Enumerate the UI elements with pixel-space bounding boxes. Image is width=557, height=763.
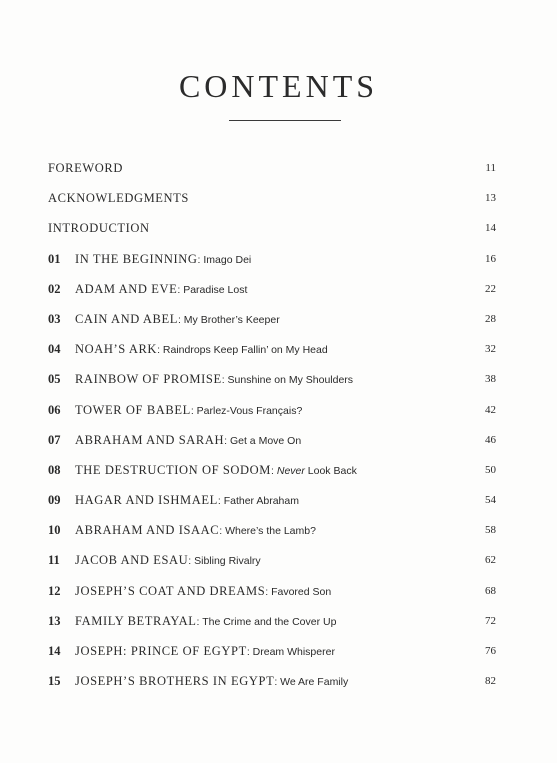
toc-entry-label: ACKNOWLEDGMENTS [48, 191, 189, 206]
toc-entry-introduction[interactable] [48, 217, 496, 247]
chapter-number: 02 [48, 281, 61, 296]
toc-page-number: 38 [485, 373, 496, 386]
toc-page-number: 76 [485, 645, 496, 657]
chapter-number: 14 [48, 644, 61, 658]
chapter-number: 09 [48, 493, 61, 508]
chapter-title: NOAH’S ARK [75, 342, 158, 357]
toc-chapter-entry[interactable]: 04 NOAH’S ARK: Raindrops Keep Fallin’ on My Head 32 [48, 338, 496, 368]
chapter-title: ABRAHAM AND ISAAC [75, 523, 220, 538]
chapter-subtitle: Favored Son [271, 585, 332, 598]
toc-chapter-entry[interactable]: 05 RAINBOW OF PROMISE: Sunshine on My Shoulders 38 [48, 368, 496, 398]
toc-entry-label: FOREWORD [48, 161, 123, 175]
chapter-number: 07 [48, 432, 61, 447]
chapter-title: JACOB AND ESAU [75, 553, 189, 568]
toc-page-number: 62 [485, 554, 496, 567]
chapter-title: CAIN AND ABEL [75, 311, 178, 326]
toc-entry-label: INTRODUCTION [48, 221, 150, 236]
chapter-subtitle: We Are Family [280, 676, 349, 689]
chapter-subtitle: Dream Whisperer [252, 646, 335, 658]
toc-chapter-entry[interactable]: 02 ADAM AND EVE: Paradise Lost 22 [48, 278, 496, 308]
toc-entry-foreword[interactable] [48, 157, 496, 187]
chapter-title: IN THE BEGINNING [75, 251, 198, 266]
toc-chapter-entry[interactable]: 13 FAMILY BETRAYAL: The Crime and the Cover Up 72 [48, 610, 496, 640]
chapter-title: ADAM AND EVE [75, 281, 178, 296]
chapter-title: HAGAR AND ISHMAEL [75, 493, 218, 508]
chapter-number: 01 [48, 251, 61, 266]
page-title: CONTENTS [178, 68, 379, 104]
chapter-subtitle: Sunshine on My Shoulders [227, 374, 354, 387]
chapter-number: 13 [48, 613, 61, 628]
toc-page-number: 13 [485, 192, 496, 205]
toc-chapter-entry[interactable]: 03 CAIN AND ABEL: My Brother’s Keeper 28 [48, 308, 496, 338]
chapter-subtitle: Raindrops Keep Fallin’ on My Head [162, 344, 328, 357]
chapter-number: 05 [48, 372, 61, 387]
chapter-subtitle-italic: Never [276, 464, 305, 477]
chapter-subtitle [277, 465, 357, 477]
toc-chapter-entry[interactable]: 01 IN THE BEGINNING: Imago Dei 16 [48, 248, 496, 278]
chapter-subtitle-rest: Look Back [304, 464, 357, 477]
toc-page-number: 68 [485, 584, 496, 597]
toc-chapter-entry[interactable]: 15 JOSEPH’S BROTHERS IN EGYPT: We Are Family 82 [48, 670, 496, 700]
chapter-title: ABRAHAM AND SARAH [75, 432, 225, 447]
toc-page-number: 82 [485, 675, 496, 688]
chapter-title: JOSEPH’S BROTHERS IN EGYPT [75, 674, 275, 689]
chapter-title: RAINBOW OF PROMISE [75, 372, 222, 387]
toc-page-number: 54 [485, 494, 496, 507]
toc-page-number: 11 [485, 162, 496, 174]
chapter-number: 10 [48, 523, 61, 538]
toc-chapter-entry[interactable]: 09 HAGAR AND ISHMAEL: Father Abraham 54 [48, 489, 496, 519]
chapter-title: JOSEPH: PRINCE OF EGYPT [75, 644, 247, 658]
chapter-title: TOWER OF BABEL [75, 402, 191, 417]
chapter-subtitle: My Brother’s Keeper [183, 313, 280, 326]
chapter-subtitle: Where’s the Lamb? [225, 525, 316, 538]
chapter-number: 11 [48, 553, 60, 568]
chapter-subtitle: Paradise Lost [183, 283, 248, 296]
title-divider [229, 120, 341, 121]
chapter-subtitle: Get a Move On [229, 434, 302, 447]
chapter-number: 08 [48, 462, 61, 477]
toc-entry-acknowledgments[interactable] [48, 187, 496, 217]
toc-page-number: 32 [485, 343, 496, 356]
chapter-title: FAMILY BETRAYAL [75, 613, 197, 628]
toc-chapter-entry[interactable]: 07 ABRAHAM AND SARAH: Get a Move On 46 [48, 429, 496, 459]
toc-page-number: 22 [485, 282, 496, 295]
chapter-subtitle: Sibling Rivalry [194, 555, 261, 568]
toc-page-number: 16 [485, 252, 496, 265]
chapter-subtitle: Parlez-Vous Français? [196, 404, 303, 417]
toc-page-number: 28 [485, 312, 496, 325]
toc-chapter-entry[interactable]: 11 JACOB AND ESAU: Sibling Rivalry 62 [48, 549, 496, 579]
chapter-subtitle: Father Abraham [223, 495, 299, 508]
table-of-contents [48, 157, 496, 700]
toc-page-number: 58 [485, 524, 496, 537]
chapter-number: 15 [48, 674, 61, 689]
chapter-number: 06 [48, 402, 61, 417]
toc-page-number: 14 [485, 222, 496, 235]
chapter-subtitle: Imago Dei [203, 253, 252, 266]
toc-page-number: 42 [485, 403, 496, 416]
chapter-number: 04 [48, 342, 61, 357]
toc-page-number: 72 [485, 614, 496, 627]
toc-chapter-entry[interactable]: 14 JOSEPH: PRINCE OF EGYPT: Dream Whisperer 76 [48, 640, 496, 670]
chapter-title: THE DESTRUCTION OF SODOM [75, 462, 272, 477]
toc-chapter-entry[interactable]: 10 ABRAHAM AND ISAAC: Where’s the Lamb? 58 [48, 519, 496, 549]
toc-chapter-entry[interactable]: 08 THE DESTRUCTION OF SODOM: Never Look Back 50 [48, 459, 496, 489]
toc-chapter-entry[interactable]: 06 TOWER OF BABEL: Parlez-Vous Français? 42 [48, 399, 496, 429]
toc-page-number: 46 [485, 433, 496, 446]
toc-chapter-entry[interactable]: 12 JOSEPH’S COAT AND DREAMS: Favored Son 68 [48, 580, 496, 610]
toc-page-number: 50 [485, 463, 496, 476]
chapter-title: JOSEPH’S COAT AND DREAMS [75, 583, 266, 598]
chapter-subtitle: The Crime and the Cover Up [202, 615, 337, 628]
chapter-number: 12 [48, 583, 61, 598]
chapter-number: 03 [48, 311, 61, 326]
